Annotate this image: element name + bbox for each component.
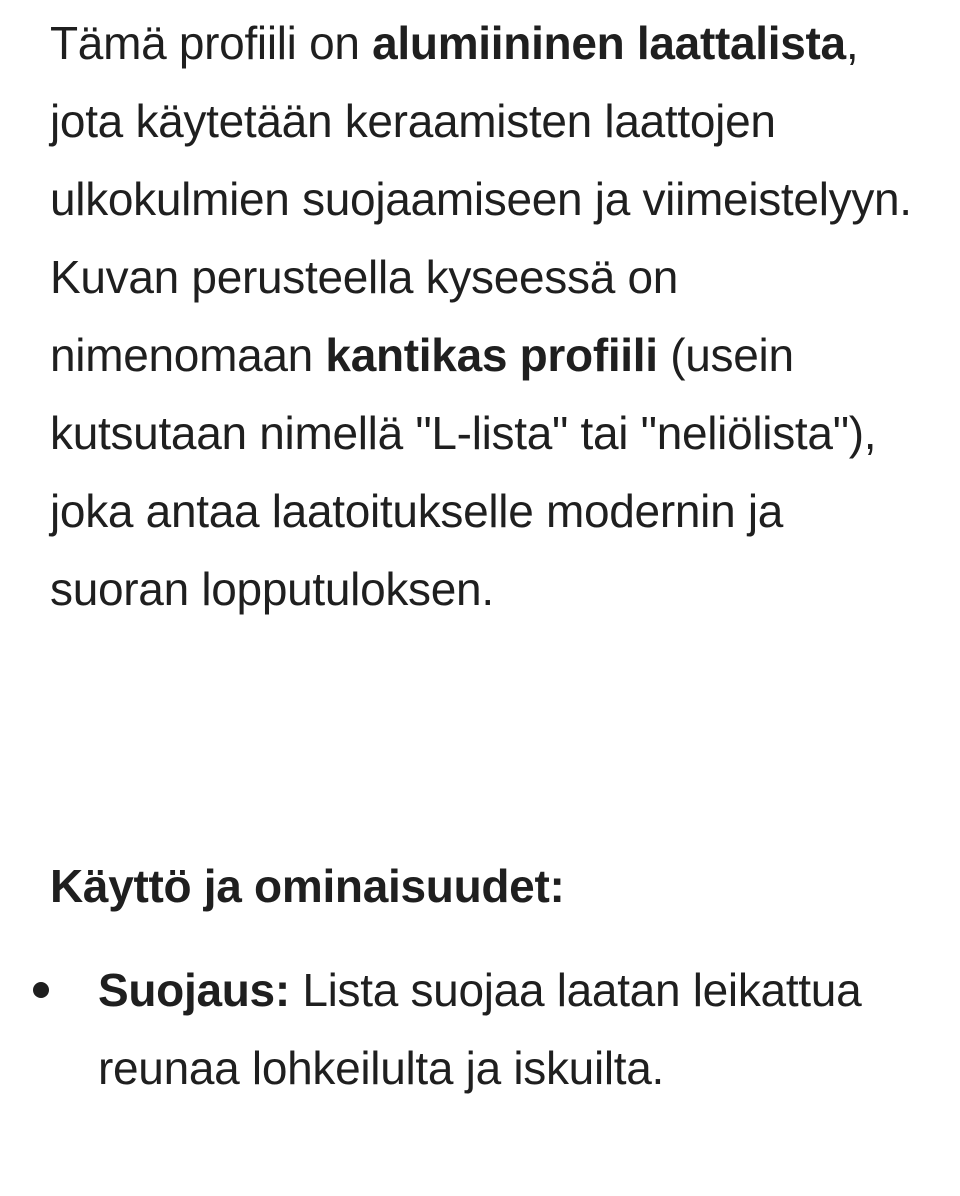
- bullet-text: Lista suojaa laatan leikattua reunaa lohkeilulta ja iskuilta.: [98, 964, 862, 1094]
- intro-bold-1: alumiininen laattalista: [372, 17, 846, 69]
- section-heading: Käyttö ja ominaisuudet:: [50, 860, 565, 912]
- features-list: [50, 951, 930, 1107]
- intro-bold-2: kantikas profiili: [325, 329, 658, 381]
- bullet-title: Suojaus:: [98, 964, 290, 1016]
- message-content: [50, 0, 930, 1094]
- intro-text-1: Tämä profiili on: [50, 17, 373, 69]
- intro-text-3: (usein kutsutaan nimellä "L-lista" tai "neliölista"), joka antaa laatoitukselle modernin ja suoran lopputuloksen.: [50, 329, 877, 615]
- bullet-icon: [33, 982, 49, 998]
- list-item: [50, 951, 930, 1107]
- intro-text-2: , jota käytetään keraamisten laattojen ulkokulmien suojaamiseen ja viimeistelyyn. Kuvan perusteella kyseessä on nimenomaan: [50, 17, 912, 381]
- intro-paragraph: [50, 0, 930, 628]
